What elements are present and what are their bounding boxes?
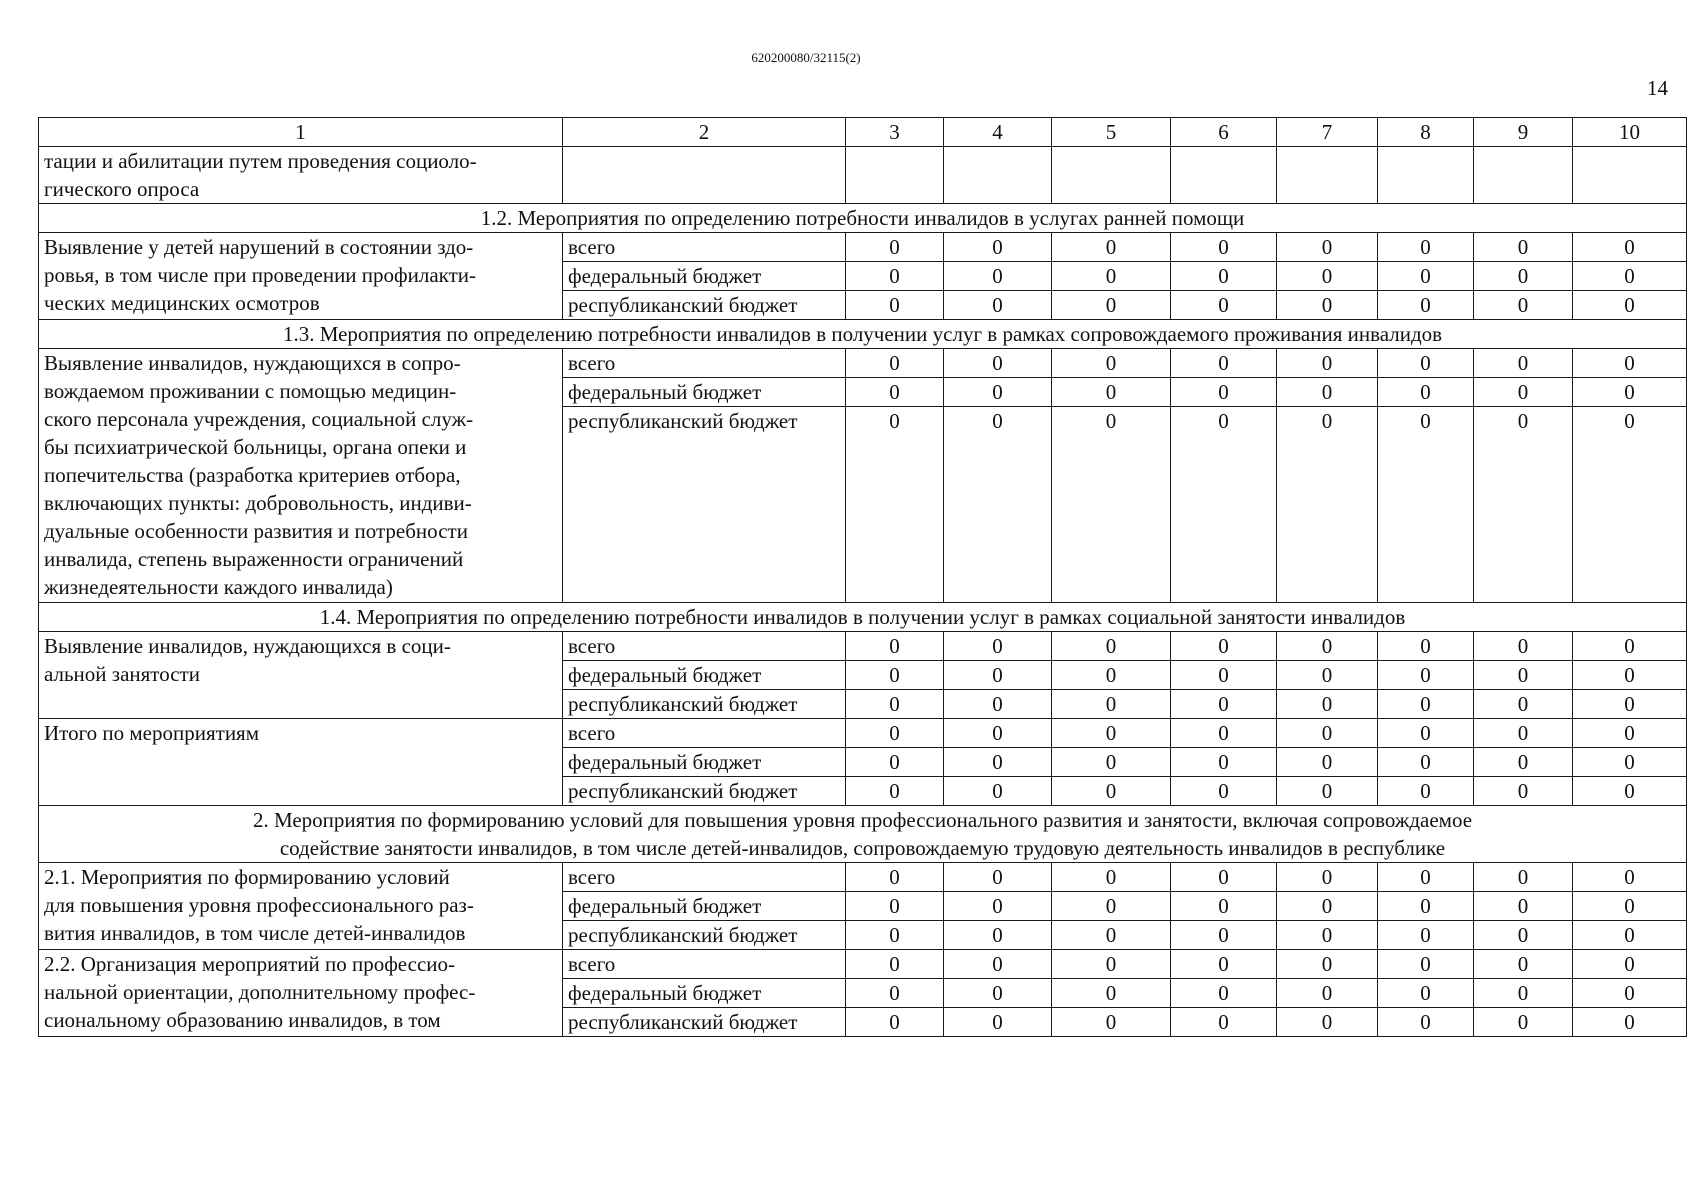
value-cell: 0 [1171, 632, 1277, 661]
value-cell: 0 [1573, 262, 1687, 291]
value-cell: 0 [1052, 349, 1171, 378]
value-cell: 0 [846, 262, 944, 291]
value-cell: 0 [1474, 777, 1573, 806]
section-heading-row [39, 603, 1687, 632]
header-row [39, 118, 1687, 147]
value-cell: 0 [944, 777, 1052, 806]
item-description: тации и абилитации путем проведения социоло- гического опроса [39, 147, 563, 204]
column-header: 9 [1474, 118, 1573, 147]
value-cell: 0 [1052, 921, 1171, 950]
value-cell: 0 [1378, 892, 1474, 921]
empty-cell [563, 147, 846, 204]
item-description: Выявление инвалидов, нуждающихся в соци- альной занятости [39, 632, 563, 719]
value-cell: 0 [1573, 777, 1687, 806]
value-cell: 0 [1052, 690, 1171, 719]
value-cell: 0 [1277, 690, 1378, 719]
empty-cell [1378, 147, 1474, 204]
funding-source-label: республиканский бюджет [563, 777, 846, 806]
value-cell: 0 [944, 661, 1052, 690]
value-cell: 0 [1277, 1008, 1378, 1037]
funding-source-label: республиканский бюджет [563, 921, 846, 950]
value-cell: 0 [1573, 690, 1687, 719]
value-cell: 0 [1052, 863, 1171, 892]
value-cell: 0 [1378, 233, 1474, 262]
value-cell: 0 [1052, 661, 1171, 690]
value-cell: 0 [1474, 291, 1573, 320]
value-cell: 0 [1378, 661, 1474, 690]
value-cell: 0 [1171, 748, 1277, 777]
funding-source-label: всего [563, 950, 846, 979]
continuation-row [39, 147, 1687, 204]
budget-table [38, 117, 1687, 1037]
section-heading: 2. Мероприятия по формированию условий для повышения уровня профессионального развития и занятости, включая сопровождаемое содействие занятости инвалидов, в том числе детей-инвалидов, сопровождаемую трудовую деятельность инвалидов в республике [39, 806, 1687, 863]
value-cell: 0 [1474, 1008, 1573, 1037]
value-cell: 0 [1573, 378, 1687, 407]
funding-source-label: федеральный бюджет [563, 979, 846, 1008]
value-cell: 0 [1378, 378, 1474, 407]
value-cell: 0 [1277, 748, 1378, 777]
value-cell: 0 [1378, 632, 1474, 661]
value-cell: 0 [1573, 950, 1687, 979]
value-cell: 0 [944, 291, 1052, 320]
column-header: 5 [1052, 118, 1171, 147]
value-cell: 0 [846, 863, 944, 892]
value-cell: 0 [1474, 748, 1573, 777]
value-cell: 0 [1171, 291, 1277, 320]
value-cell: 0 [846, 979, 944, 1008]
value-cell: 0 [944, 921, 1052, 950]
value-cell: 0 [1474, 349, 1573, 378]
value-cell: 0 [1277, 719, 1378, 748]
value-cell: 0 [1052, 1008, 1171, 1037]
value-cell: 0 [944, 407, 1052, 603]
value-cell: 0 [1474, 407, 1573, 603]
value-cell: 0 [1052, 979, 1171, 1008]
value-cell: 0 [944, 233, 1052, 262]
value-cell: 0 [1171, 719, 1277, 748]
value-cell: 0 [1171, 1008, 1277, 1037]
value-cell: 0 [1474, 690, 1573, 719]
value-cell: 0 [1171, 863, 1277, 892]
funding-source-label: всего [563, 349, 846, 378]
value-cell: 0 [1474, 719, 1573, 748]
value-cell: 0 [944, 892, 1052, 921]
document-id: 620200080/32115(2) [751, 50, 861, 65]
value-cell: 0 [846, 748, 944, 777]
funding-source-label: республиканский бюджет [563, 291, 846, 320]
column-header: 7 [1277, 118, 1378, 147]
value-cell: 0 [1277, 291, 1378, 320]
value-cell: 0 [944, 632, 1052, 661]
value-cell: 0 [1378, 1008, 1474, 1037]
value-cell: 0 [1277, 378, 1378, 407]
value-cell: 0 [1378, 291, 1474, 320]
value-cell: 0 [846, 349, 944, 378]
section-heading-row [39, 204, 1687, 233]
column-header: 1 [39, 118, 563, 147]
value-cell: 0 [1052, 748, 1171, 777]
value-cell: 0 [846, 892, 944, 921]
column-header: 8 [1378, 118, 1474, 147]
value-cell: 0 [1052, 719, 1171, 748]
value-cell: 0 [846, 719, 944, 748]
value-cell: 0 [944, 719, 1052, 748]
value-cell: 0 [846, 407, 944, 603]
value-cell: 0 [1573, 233, 1687, 262]
column-header: 6 [1171, 118, 1277, 147]
value-cell: 0 [1573, 1008, 1687, 1037]
value-cell: 0 [1277, 349, 1378, 378]
value-cell: 0 [1277, 777, 1378, 806]
value-cell: 0 [1277, 950, 1378, 979]
value-cell: 0 [944, 378, 1052, 407]
funding-source-label: всего [563, 863, 846, 892]
table-row [39, 349, 1687, 378]
value-cell: 0 [1378, 950, 1474, 979]
value-cell: 0 [1378, 921, 1474, 950]
funding-source-label: всего [563, 719, 846, 748]
empty-cell [1474, 147, 1573, 204]
value-cell: 0 [1474, 661, 1573, 690]
table-row [39, 632, 1687, 661]
value-cell: 0 [846, 291, 944, 320]
funding-source-label: всего [563, 233, 846, 262]
value-cell: 0 [1378, 407, 1474, 603]
value-cell: 0 [1277, 407, 1378, 603]
value-cell: 0 [1378, 262, 1474, 291]
funding-source-label: всего [563, 632, 846, 661]
empty-cell [1052, 147, 1171, 204]
value-cell: 0 [1474, 262, 1573, 291]
value-cell: 0 [1171, 892, 1277, 921]
page-number: 14 [1647, 76, 1668, 100]
value-cell: 0 [1573, 748, 1687, 777]
funding-source-label: федеральный бюджет [563, 748, 846, 777]
value-cell: 0 [846, 661, 944, 690]
value-cell: 0 [1277, 262, 1378, 291]
empty-cell [846, 147, 944, 204]
value-cell: 0 [1378, 349, 1474, 378]
value-cell: 0 [1277, 863, 1378, 892]
value-cell: 0 [1052, 233, 1171, 262]
value-cell: 0 [944, 1008, 1052, 1037]
value-cell: 0 [1052, 777, 1171, 806]
value-cell: 0 [1052, 378, 1171, 407]
column-header: 3 [846, 118, 944, 147]
value-cell: 0 [944, 262, 1052, 291]
section-heading: 1.2. Мероприятия по определению потребности инвалидов в услугах ранней помощи [39, 204, 1687, 233]
item-description: Выявление инвалидов, нуждающихся в сопро- вождаемом проживании с помощью медицин- ского персонала учреждения, социальной служ- бы психиатрической больницы, органа опеки и попечительства (разработка критериев отбора, включающих пункты: добровольность, индиви- дуальные особенности развития и потребности инвалида, степень выраженности ограничений жизнедеятельности каждого инвалида) [39, 349, 563, 603]
value-cell: 0 [1277, 892, 1378, 921]
value-cell: 0 [1378, 777, 1474, 806]
value-cell: 0 [944, 979, 1052, 1008]
value-cell: 0 [1277, 233, 1378, 262]
empty-cell [1171, 147, 1277, 204]
value-cell: 0 [1573, 921, 1687, 950]
table-row [39, 863, 1687, 892]
item-description: 2.1. Мероприятия по формированию условий для повышения уровня профессионального раз- вития инвалидов, в том числе детей-инвалидов [39, 863, 563, 950]
funding-source-label: республиканский бюджет [563, 1008, 846, 1037]
value-cell: 0 [846, 378, 944, 407]
value-cell: 0 [1052, 892, 1171, 921]
value-cell: 0 [1573, 407, 1687, 603]
value-cell: 0 [944, 863, 1052, 892]
value-cell: 0 [1378, 863, 1474, 892]
empty-cell [944, 147, 1052, 204]
value-cell: 0 [1378, 979, 1474, 1008]
value-cell: 0 [1171, 378, 1277, 407]
value-cell: 0 [1474, 863, 1573, 892]
value-cell: 0 [1474, 892, 1573, 921]
value-cell: 0 [1171, 921, 1277, 950]
value-cell: 0 [1573, 719, 1687, 748]
table-row [39, 233, 1687, 262]
value-cell: 0 [1277, 921, 1378, 950]
item-description: Выявление у детей нарушений в состоянии здо- ровья, в том числе при проведении профилакти- ческих медицинских осмотров [39, 233, 563, 320]
value-cell: 0 [1171, 777, 1277, 806]
value-cell: 0 [1052, 950, 1171, 979]
column-header: 10 [1573, 118, 1687, 147]
value-cell: 0 [1171, 661, 1277, 690]
value-cell: 0 [846, 950, 944, 979]
value-cell: 0 [1474, 921, 1573, 950]
column-header: 4 [944, 118, 1052, 147]
funding-source-label: федеральный бюджет [563, 892, 846, 921]
value-cell: 0 [1378, 748, 1474, 777]
section-heading: 1.3. Мероприятия по определению потребности инвалидов в получении услуг в рамках сопровождаемого проживания инвалидов [39, 320, 1687, 349]
funding-source-label: республиканский бюджет [563, 690, 846, 719]
value-cell: 0 [846, 690, 944, 719]
value-cell: 0 [1378, 690, 1474, 719]
value-cell: 0 [944, 748, 1052, 777]
value-cell: 0 [1052, 407, 1171, 603]
value-cell: 0 [1474, 950, 1573, 979]
funding-source-label: федеральный бюджет [563, 661, 846, 690]
value-cell: 0 [1171, 690, 1277, 719]
value-cell: 0 [1474, 378, 1573, 407]
section-heading: 1.4. Мероприятия по определению потребности инвалидов в получении услуг в рамках социальной занятости инвалидов [39, 603, 1687, 632]
value-cell: 0 [944, 950, 1052, 979]
empty-cell [1277, 147, 1378, 204]
section-heading-row [39, 806, 1687, 863]
value-cell: 0 [1171, 950, 1277, 979]
value-cell: 0 [846, 233, 944, 262]
value-cell: 0 [1171, 349, 1277, 378]
value-cell: 0 [1052, 262, 1171, 291]
empty-cell [1573, 147, 1687, 204]
value-cell: 0 [1171, 262, 1277, 291]
value-cell: 0 [1052, 632, 1171, 661]
value-cell: 0 [846, 921, 944, 950]
value-cell: 0 [846, 1008, 944, 1037]
value-cell: 0 [1277, 979, 1378, 1008]
value-cell: 0 [1573, 632, 1687, 661]
value-cell: 0 [1474, 233, 1573, 262]
value-cell: 0 [1573, 979, 1687, 1008]
funding-source-label: федеральный бюджет [563, 378, 846, 407]
value-cell: 0 [1171, 979, 1277, 1008]
funding-source-label: федеральный бюджет [563, 262, 846, 291]
item-description: Итого по мероприятиям [39, 719, 563, 806]
table-body [39, 118, 1687, 1037]
value-cell: 0 [846, 632, 944, 661]
item-description: 2.2. Организация мероприятий по профессио- нальной ориентации, дополнительному профес- сиональному образованию инвалидов, в том [39, 950, 563, 1037]
value-cell: 0 [1171, 407, 1277, 603]
value-cell: 0 [1052, 291, 1171, 320]
section-heading-row [39, 320, 1687, 349]
column-header: 2 [563, 118, 846, 147]
value-cell: 0 [1277, 661, 1378, 690]
value-cell: 0 [1573, 661, 1687, 690]
value-cell: 0 [1171, 233, 1277, 262]
funding-source-label: республиканский бюджет [563, 407, 846, 603]
value-cell: 0 [944, 690, 1052, 719]
table-row [39, 719, 1687, 748]
value-cell: 0 [944, 349, 1052, 378]
value-cell: 0 [1474, 632, 1573, 661]
value-cell: 0 [1573, 892, 1687, 921]
value-cell: 0 [1573, 349, 1687, 378]
value-cell: 0 [846, 777, 944, 806]
value-cell: 0 [1378, 719, 1474, 748]
value-cell: 0 [1573, 863, 1687, 892]
value-cell: 0 [1474, 979, 1573, 1008]
value-cell: 0 [1277, 632, 1378, 661]
table-row [39, 950, 1687, 979]
value-cell: 0 [1573, 291, 1687, 320]
